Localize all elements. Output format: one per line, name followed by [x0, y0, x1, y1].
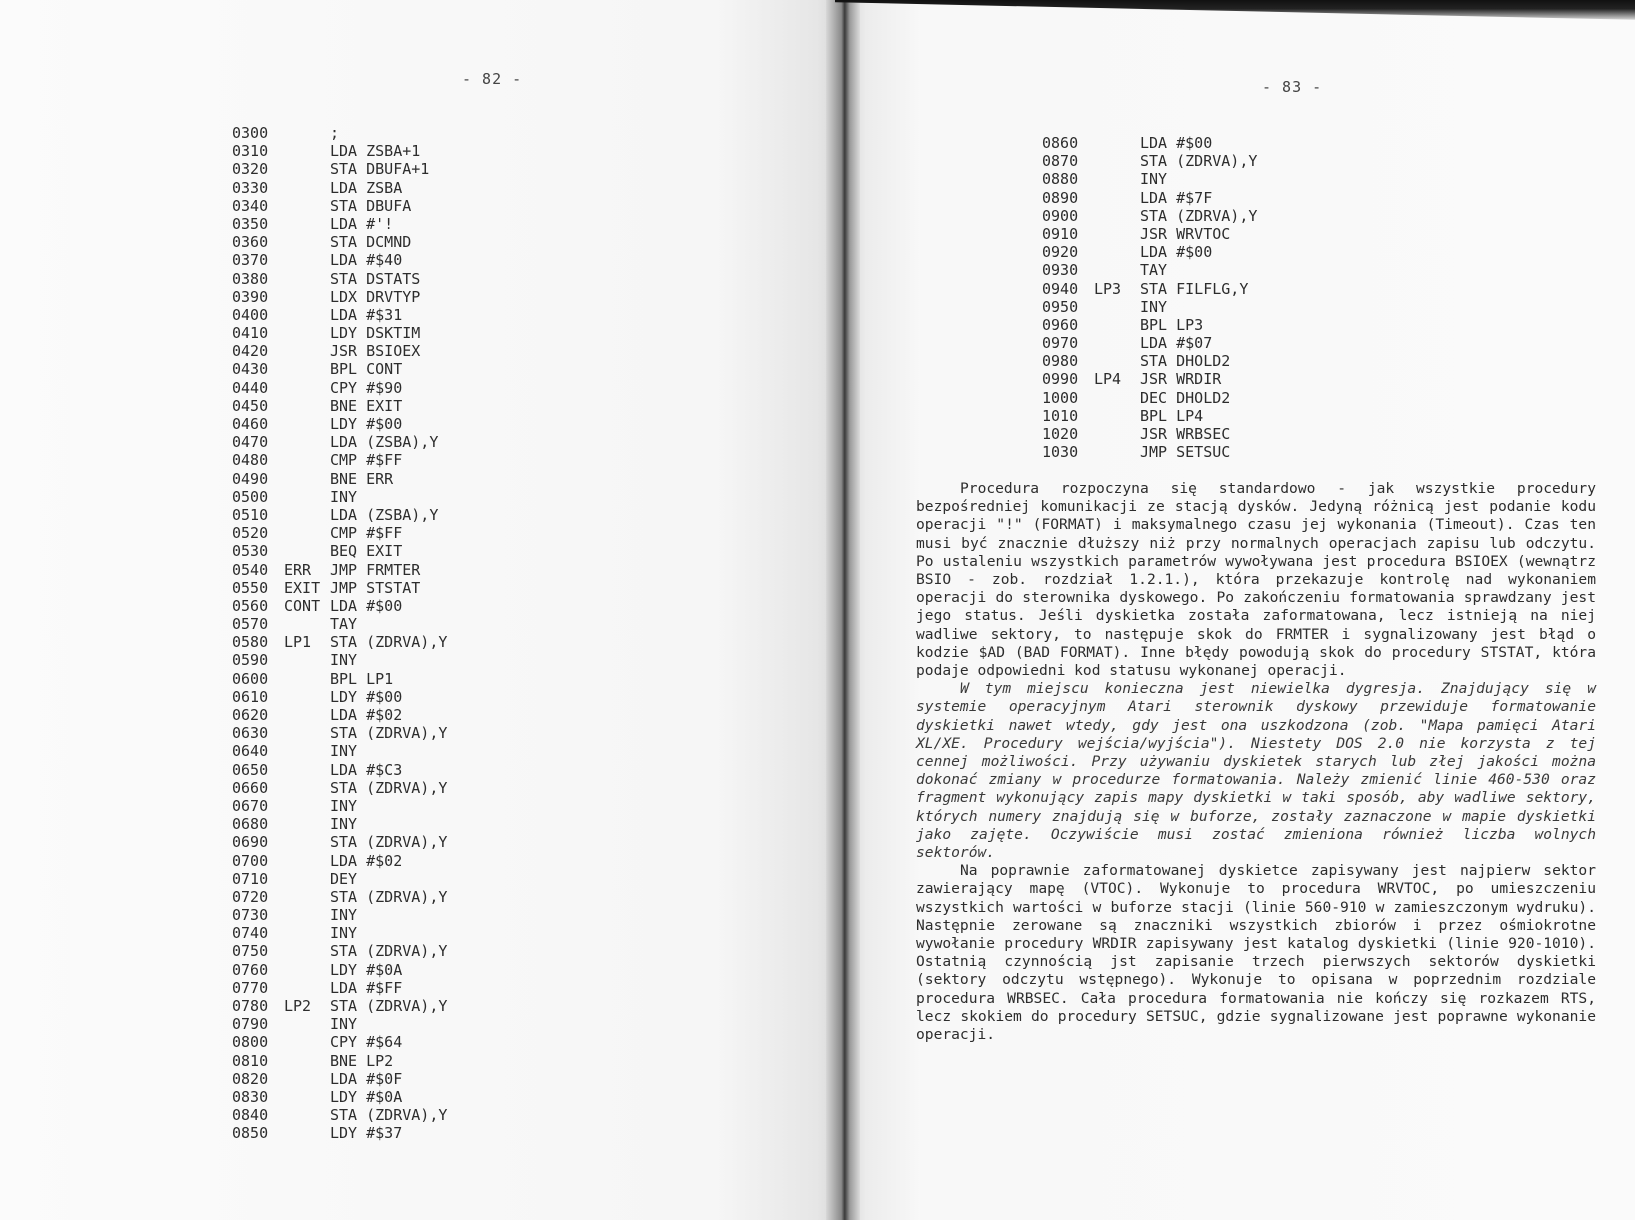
code-line	[232, 470, 447, 488]
code-line	[232, 360, 447, 378]
page-number-83: - 83 -	[1262, 78, 1323, 96]
line-number: 0450	[232, 396, 269, 415]
code-instruction: BPL CONT	[330, 360, 403, 379]
code-line	[232, 506, 447, 524]
line-number: 0780	[232, 997, 269, 1015]
line-number: 0480	[232, 451, 269, 470]
code-line	[232, 433, 447, 451]
code-instruction: STA (ZDRVA),Y	[330, 778, 448, 797]
code-line	[232, 942, 447, 960]
code-instruction: LDA (ZSBA),Y	[330, 505, 439, 524]
line-number: 0950	[1042, 297, 1079, 316]
line-number: 0760	[232, 960, 269, 979]
line-number: 1010	[1042, 406, 1079, 425]
code-line	[232, 615, 447, 633]
code-line	[1042, 443, 1257, 461]
line-number: 0840	[232, 1106, 269, 1125]
code-instruction: LDA #$07	[1140, 334, 1213, 353]
book-spine	[826, 0, 860, 1220]
paragraph-1: Procedura rozpoczyna się standardowo - jak wszystkie procedury bezpośredniej komunikacji ze stacją dysków. Jedyną różnicą jest podanie kodu operacji "!" (FORMAT) i maksymalnego czasu jej wykonania (Timeout). Czas ten musi być znacznie dłuższy niż przy normalnych operacjach zapisu lub odczytu. Po ustaleniu wszystkich parametrów wywoływana jest procedura BSIOEX (wewnątrz BSIO - zob. rozdział 1.2.1.), która przekazuje kontrolę nad wykonaniem operacji do sterownika dyskowego. Po zakończeniu formatowania sprawdzany jest jego status. Jeśli dyskietka została zaformatowana, lecz istnieją na niej wadliwe sektory, to następuje skok do FRMTER i sygnalizowany jest błąd o kodzie $AD (BAD FORMAT). Inne błędy powodują skok do procedury STSTAT, która podaje odpowiedni kod statusu wykonanej operacji.	[916, 480, 1596, 680]
line-number: 0810	[232, 1051, 269, 1070]
paragraph-2: W tym miejscu konieczna jest niewielka dygresja. Znajdujący się w systemie operacyjnym Atari sterownik dyskowy przewiduje formatowanie dyskietki nawet wtedy, gdy jest ona uszkodzona (zob. "Mapa pamięci Atari XL/XE. Procedury wejścia/wyjścia"). Niestety DOS 2.0 nie korzysta z tej cennej możliwości. Przy używaniu dyskietek starych lub złej jakości można dokonać zmiany w procedurze formatowania. Należy zmienić linie 460-530 oraz fragment wykonujący zapis mapy dyskietki w taki sposób, aby wadliwe sektory, których numery znajdują się w buforze, zostały zaznaczone w mapie dyskietki jako zajęte. Oczywiście musi zostać zmieniona również liczba wolnych sektorów.	[916, 680, 1596, 862]
code-label: LP4	[1094, 370, 1122, 389]
code-instruction: CPY #$90	[330, 378, 403, 397]
code-line	[232, 397, 447, 415]
code-line	[232, 706, 447, 724]
code-line	[232, 742, 447, 760]
line-number: 0350	[232, 214, 269, 233]
code-line	[232, 1070, 447, 1088]
line-number: 1030	[1042, 443, 1079, 462]
line-number: 0360	[232, 233, 269, 252]
line-number: 0730	[232, 906, 269, 925]
code-instruction: BPL LP1	[330, 669, 394, 688]
line-number: 0610	[232, 687, 269, 706]
code-line	[232, 888, 447, 906]
line-number: 0870	[1042, 152, 1079, 171]
code-line	[1042, 316, 1257, 334]
line-number: 0510	[232, 505, 269, 524]
code-instruction: INY	[330, 651, 358, 670]
code-line	[232, 670, 447, 688]
code-line	[232, 651, 447, 669]
code-instruction: JMP SETSUC	[1140, 443, 1231, 462]
code-instruction: STA FILFLG,Y	[1140, 279, 1249, 298]
code-line	[232, 488, 447, 506]
paragraph-3: Na poprawnie zaformatowanej dyskietce zapisywany jest najpierw sektor zawierający mapę (VTOC). Wykonuje to procedura WRVTOC, po umieszczeniu wszystkich wartości w buforze stacji (linie 560-910 w zamieszczonym wydruku). Następnie zerowane są znaczniki wszystkich zbiorów i przez ośmiokrotne wywołanie procedury WRDIR zapisywany jest katalog dyskietki (linie 920-1010). Ostatnią czynnością jst zapisanie trzech pierwszych sektorów dyskietki (sektory odczytu wstępnego). Wykonuje to opisana w poprzednim rozdziale procedura WRBSEC. Cała procedura formatowania nie kończy się rozkazem RTS, lecz skokiem do procedury SETSUC, gdzie sygnalizowane jest poprawne wykonanie operacji.	[916, 862, 1596, 1044]
code-instruction: STA (ZDRVA),Y	[330, 887, 448, 906]
code-instruction: LDA #$00	[330, 596, 403, 615]
code-line	[232, 160, 447, 178]
code-line	[232, 561, 447, 579]
code-line	[1042, 334, 1257, 352]
code-line	[1042, 280, 1257, 298]
code-line	[232, 688, 447, 706]
code-line	[1042, 134, 1257, 152]
code-line	[232, 579, 447, 597]
code-instruction: LDY DSKTIM	[330, 324, 421, 343]
body-text	[916, 480, 1596, 1044]
code-line	[232, 779, 447, 797]
code-label: LP2	[284, 997, 312, 1015]
code-line	[1042, 261, 1257, 279]
line-number: 0880	[1042, 170, 1079, 189]
line-number: 0440	[232, 378, 269, 397]
line-number: 0380	[232, 269, 269, 288]
code-instruction: DEC DHOLD2	[1140, 388, 1231, 407]
code-line	[232, 324, 447, 342]
code-instruction: STA DBUFA	[330, 196, 412, 215]
line-number: 0660	[232, 778, 269, 797]
code-line	[232, 197, 447, 215]
code-instruction: STA (ZDRVA),Y	[1140, 206, 1258, 225]
line-number: 0520	[232, 524, 269, 543]
code-instruction: BNE ERR	[330, 469, 394, 488]
line-number: 0720	[232, 887, 269, 906]
code-instruction: JMP STSTAT	[330, 578, 421, 597]
code-line	[232, 233, 447, 251]
line-number: 0560	[232, 596, 269, 615]
line-number: 0860	[1042, 134, 1079, 152]
code-instruction: INY	[330, 742, 358, 761]
line-number: 0390	[232, 287, 269, 306]
code-line	[232, 797, 447, 815]
code-instruction: INY	[330, 1015, 358, 1034]
line-number: 0790	[232, 1015, 269, 1034]
code-instruction: CMP #$FF	[330, 524, 403, 543]
code-instruction: STA DCMND	[330, 233, 412, 252]
code-instruction: INY	[1140, 297, 1168, 316]
code-instruction: TAY	[330, 615, 358, 634]
code-listing-right	[1042, 134, 1257, 461]
code-instruction: LDA #$7F	[1140, 188, 1213, 207]
code-instruction: BEQ EXIT	[330, 542, 403, 561]
code-instruction: LDA (ZSBA),Y	[330, 433, 439, 452]
code-instruction: LDA ZSBA	[330, 178, 403, 197]
code-instruction: BPL LP3	[1140, 315, 1204, 334]
code-line	[232, 306, 447, 324]
code-line	[1042, 352, 1257, 370]
line-number: 0530	[232, 542, 269, 561]
code-instruction: BNE LP2	[330, 1051, 394, 1070]
code-instruction: STA (ZDRVA),Y	[330, 1106, 448, 1125]
code-line	[232, 906, 447, 924]
code-line	[232, 542, 447, 560]
line-number: 0460	[232, 415, 269, 433]
code-line	[1042, 225, 1257, 243]
code-line	[232, 379, 447, 397]
code-line	[232, 288, 447, 306]
code-instruction: LDY #$00	[330, 687, 403, 706]
code-line	[1042, 189, 1257, 207]
line-number: 0340	[232, 196, 269, 215]
code-instruction: LDY #$0A	[330, 960, 403, 979]
code-instruction: LDA #'!	[330, 214, 394, 233]
code-line	[232, 724, 447, 742]
code-line	[1042, 207, 1257, 225]
line-number: 0930	[1042, 261, 1079, 280]
code-label: CONT	[284, 596, 321, 615]
code-instruction: STA (ZDRVA),Y	[330, 724, 448, 743]
code-instruction: TAY	[1140, 261, 1168, 280]
line-number: 0580	[232, 633, 269, 652]
line-number: 0980	[1042, 352, 1079, 371]
code-instruction: JSR BSIOEX	[330, 342, 421, 361]
code-line	[232, 870, 447, 888]
line-number: 0430	[232, 360, 269, 379]
code-instruction: STA (ZDRVA),Y	[330, 633, 448, 652]
code-line	[1042, 425, 1257, 443]
line-number: 0410	[232, 324, 269, 343]
code-instruction: JSR WRVTOC	[1140, 224, 1231, 243]
code-line	[232, 1033, 447, 1051]
code-instruction: INY	[330, 906, 358, 925]
code-instruction: LDA #$C3	[330, 760, 403, 779]
code-instruction: LDY #$0A	[330, 1087, 403, 1106]
code-instruction: DEY	[330, 869, 358, 888]
code-line	[232, 979, 447, 997]
code-instruction: INY	[330, 487, 358, 506]
code-instruction: LDA ZSBA+1	[330, 142, 421, 161]
line-number: 0370	[232, 251, 269, 270]
line-number: 1020	[1042, 425, 1079, 443]
code-line	[232, 852, 447, 870]
code-instruction: ;	[330, 124, 340, 142]
code-label: LP3	[1094, 279, 1122, 298]
line-number: 0710	[232, 869, 269, 888]
line-number: 0490	[232, 469, 269, 488]
code-line	[232, 251, 447, 269]
code-line	[1042, 170, 1257, 188]
line-number: 0850	[232, 1124, 269, 1143]
line-number: 0320	[232, 160, 269, 179]
code-instruction: LDA #$0F	[330, 1069, 403, 1088]
code-instruction: LDA #$02	[330, 851, 403, 870]
line-number: 0540	[232, 560, 269, 579]
code-line	[232, 833, 447, 851]
code-line	[232, 961, 447, 979]
code-line	[1042, 389, 1257, 407]
line-number: 0920	[1042, 243, 1079, 262]
line-number: 0310	[232, 142, 269, 161]
code-line	[232, 342, 447, 360]
code-instruction: STA (ZDRVA),Y	[330, 997, 448, 1015]
code-line	[232, 142, 447, 160]
code-instruction: STA (ZDRVA),Y	[1140, 152, 1258, 171]
line-number: 0910	[1042, 224, 1079, 243]
code-line	[232, 1124, 447, 1142]
code-label: EXIT	[284, 578, 321, 597]
code-line	[232, 1015, 447, 1033]
code-instruction: LDY #$37	[330, 1124, 403, 1143]
code-line	[232, 1106, 447, 1124]
code-instruction: INY	[330, 796, 358, 815]
code-instruction: CMP #$FF	[330, 451, 403, 470]
code-instruction: CPY #$64	[330, 1033, 403, 1052]
code-instruction: JMP FRMTER	[330, 560, 421, 579]
code-instruction: STA DBUFA+1	[330, 160, 430, 179]
line-number: 1000	[1042, 388, 1079, 407]
code-label: ERR	[284, 560, 312, 579]
line-number: 0990	[1042, 370, 1079, 389]
code-label: LP1	[284, 633, 312, 652]
line-number: 0470	[232, 433, 269, 452]
code-line	[1042, 152, 1257, 170]
code-instruction: STA DHOLD2	[1140, 352, 1231, 371]
code-line	[232, 524, 447, 542]
page-number-82: - 82 -	[462, 70, 523, 88]
line-number: 0890	[1042, 188, 1079, 207]
code-line	[232, 597, 447, 615]
code-instruction: STA (ZDRVA),Y	[330, 942, 448, 961]
line-number: 0700	[232, 851, 269, 870]
code-line	[232, 1088, 447, 1106]
line-number: 0500	[232, 487, 269, 506]
code-line	[232, 924, 447, 942]
line-number: 0800	[232, 1033, 269, 1052]
line-number: 0590	[232, 651, 269, 670]
line-number: 0940	[1042, 279, 1079, 298]
line-number: 0830	[232, 1087, 269, 1106]
line-number: 0570	[232, 615, 269, 634]
code-line	[232, 1052, 447, 1070]
line-number: 0750	[232, 942, 269, 961]
code-instruction: LDA #$00	[1140, 243, 1213, 262]
line-number: 0300	[232, 124, 269, 142]
line-number: 0620	[232, 706, 269, 724]
code-instruction: JSR WRDIR	[1140, 370, 1222, 389]
code-line	[232, 179, 447, 197]
line-number: 0970	[1042, 334, 1079, 353]
line-number: 0900	[1042, 206, 1079, 225]
code-instruction: LDA #$00	[1140, 134, 1213, 152]
code-instruction: LDA #$02	[330, 706, 403, 724]
line-number: 0740	[232, 924, 269, 943]
code-instruction: JSR WRBSEC	[1140, 425, 1231, 443]
code-instruction: INY	[330, 815, 358, 834]
code-instruction: BPL LP4	[1140, 406, 1204, 425]
code-line	[232, 215, 447, 233]
line-number: 0680	[232, 815, 269, 834]
line-number: 0960	[1042, 315, 1079, 334]
code-line	[232, 124, 447, 142]
line-number: 0770	[232, 978, 269, 997]
line-number: 0330	[232, 178, 269, 197]
line-number: 0630	[232, 724, 269, 743]
code-instruction: LDA #$FF	[330, 978, 403, 997]
code-instruction: LDY #$00	[330, 415, 403, 433]
code-instruction: STA (ZDRVA),Y	[330, 833, 448, 852]
code-line	[232, 451, 447, 469]
code-instruction: INY	[330, 924, 358, 943]
code-instruction: LDX DRVTYP	[330, 287, 421, 306]
code-line	[1042, 407, 1257, 425]
code-line	[232, 633, 447, 651]
code-line	[1042, 298, 1257, 316]
line-number: 0690	[232, 833, 269, 852]
line-number: 0600	[232, 669, 269, 688]
code-line	[232, 270, 447, 288]
code-line	[232, 415, 447, 433]
code-instruction: BNE EXIT	[330, 396, 403, 415]
code-line	[1042, 243, 1257, 261]
line-number: 0650	[232, 760, 269, 779]
line-number: 0400	[232, 305, 269, 324]
line-number: 0420	[232, 342, 269, 361]
code-line	[1042, 370, 1257, 388]
line-number: 0670	[232, 796, 269, 815]
code-instruction: STA DSTATS	[330, 269, 421, 288]
code-line	[232, 997, 447, 1015]
code-instruction: LDA #$40	[330, 251, 403, 270]
line-number: 0640	[232, 742, 269, 761]
line-number: 0550	[232, 578, 269, 597]
code-instruction: LDA #$31	[330, 305, 403, 324]
code-line	[232, 761, 447, 779]
code-line	[232, 815, 447, 833]
code-listing-left	[232, 124, 447, 1143]
code-instruction: INY	[1140, 170, 1168, 189]
line-number: 0820	[232, 1069, 269, 1088]
